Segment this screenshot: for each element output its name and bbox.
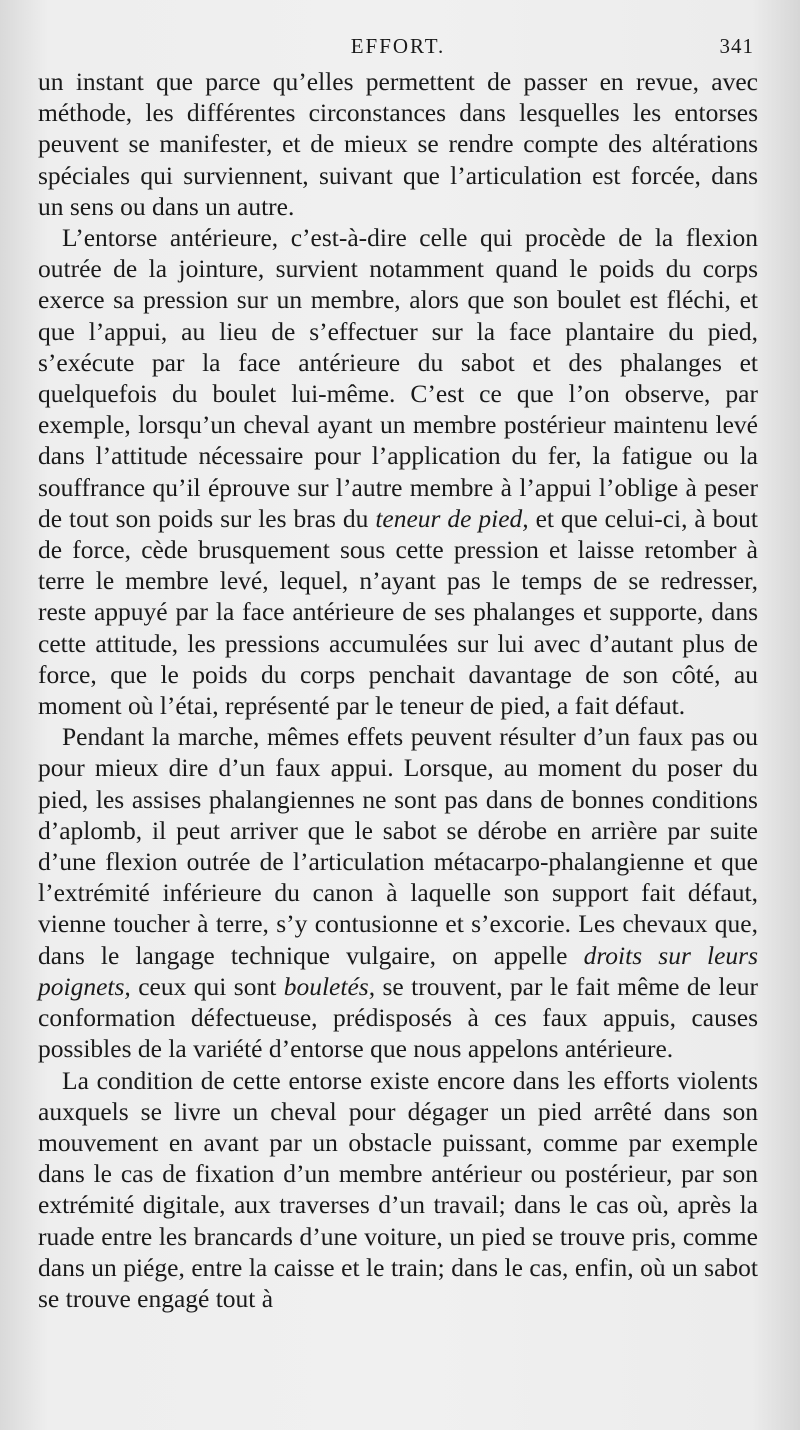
paragraph xyxy=(38,721,758,1064)
text-run: L’entorse antérieure, c’est-à-dire celle qui procède de la flexion outrée de la jointure, survient notamment quand le poids du corps exerce sa pression sur un membre, alors que son boulet est fléchi, et que l’appui, au lieu de s’effectuer sur la face plantaire du pied, s’exécute par la face antérieure du sabot et des phalanges et quelquefois du boulet lui-même. C’est ce que l’on observe, par exemple, lorsqu’un cheval ayant un membre postérieur maintenu levé dans l’attitude nécessaire pour l’application du fer, la fatigue ou la souffrance qu’il éprouve sur l’autre membre à l’appui l’oblige à peser de tout son poids sur les bras du xyxy=(38,223,758,533)
text-run: se trouvent, par le fait même de leur conformation défectueuse, prédisposés à ces faux appuis, causes possibles de la variété d’entorse que nous appelons antérieure. xyxy=(38,971,758,1064)
text-run: un instant que parce qu’elles permettent de passer en revue, avec méthode, les différentes circonstances dans lesquelles les entorses peuvent se manifester, et de mieux se rendre compte des altérations spéciales qui surviennent, suivant que l’articulation est forcée, dans un sens ou dans un autre. xyxy=(38,67,758,221)
running-title: EFFORT. xyxy=(350,34,446,58)
italic-term: teneur de pied, xyxy=(375,503,529,533)
body-text xyxy=(38,66,758,1314)
paragraph xyxy=(38,66,758,222)
text-run: Pendant la marche, mêmes effets peuvent résulter d’un faux pas ou pour mieux dire d’un faux appui. Lorsque, au moment du poser du pied, les assises phalangiennes ne sont pas dans de bonnes conditions d’aplomb, il peut arriver que le sabot se dérobe en arrière par suite d’une flexion outrée de l’articulation métacarpo-phalangienne et que l’extrémité inférieure du canon à laquelle son support fait défaut, vienne toucher à terre, s’y contusionne et s’excorie. Les chevaux que, dans le langage technique vulgaire, on appelle xyxy=(38,722,758,970)
text-run: La condition de cette entorse existe encore dans les efforts violents auxquels se livre un cheval pour dégager un pied arrêté dans son mouvement en avant par un obstacle puissant, comme par exemple dans le cas de fixation d’un membre antérieur ou postérieur, par son extrémité digitale, aux traverses d’un travail; dans le cas où, après la ruade entre les brancards d’une voiture, un pied se trouve pris, comme dans un piége, entre la caisse et le train; dans le cas, enfin, où un sabot se trouve engagé tout à xyxy=(38,1065,758,1313)
paragraph xyxy=(38,1065,758,1315)
paragraph xyxy=(38,222,758,721)
italic-term: bouletés, xyxy=(283,971,376,1001)
page-number: 341 xyxy=(719,34,754,58)
running-head xyxy=(38,26,758,66)
text-run: et que celui-ci, à bout de force, cède brusquement sous cette pression et laisse retomber à terre le membre levé, lequel, n’ayant pas le temps de se redresser, reste appuyé par la face antérieure de ses phalanges et supporte, dans cette attitude, les pressions accumulées sur lui avec d’autant plus de force, que le poids du corps penchait davantage de son côté, au moment où l’étai, représenté par le teneur de pied, a fait défaut. xyxy=(38,503,758,721)
text-run: ceux qui sont xyxy=(130,971,284,1001)
italic-term: droits sur leurs poignets, xyxy=(38,940,759,1001)
